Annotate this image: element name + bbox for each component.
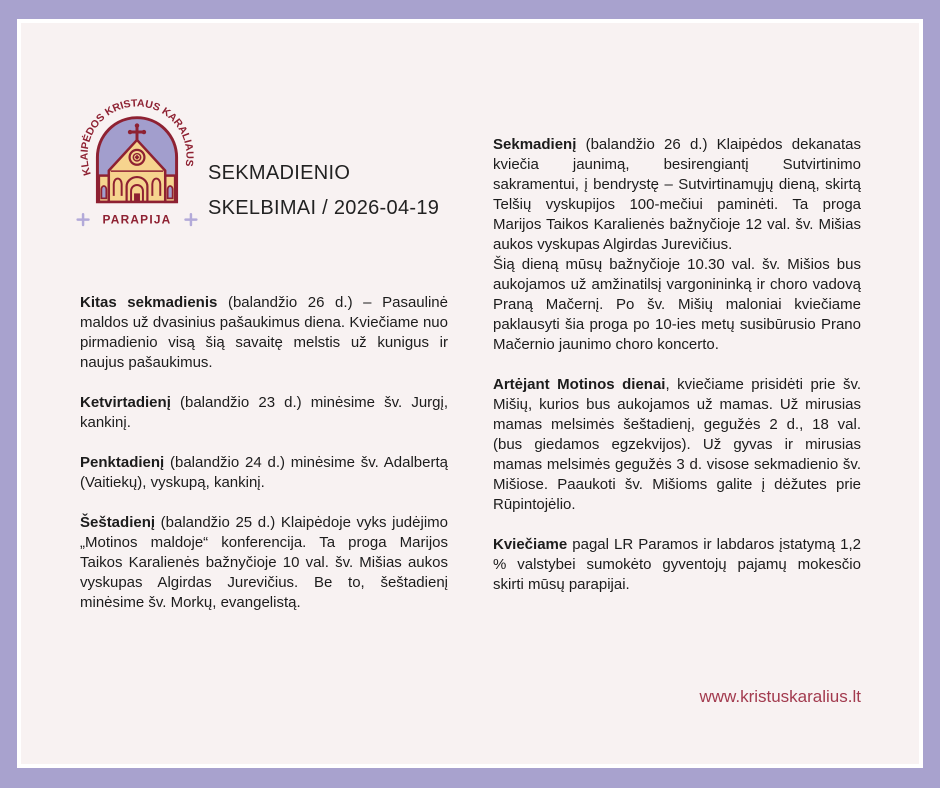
website-link[interactable]: www.kristuskaralius.lt <box>699 687 861 706</box>
announcement-text: (balandžio 23 d.) minėsime šv. Jurgį, kankinį. <box>80 394 448 431</box>
logo-arc-text: KLAIPĖDOS KRISTAUS KARALIAUS <box>79 98 195 177</box>
announcement-text: pagal LR Paramos ir labdaros įstatymą 1,2 % valstybei sumokėto gyventojų pajamų mokesčio skirti mūsų parapijai. <box>493 536 861 593</box>
small-cross-icon <box>78 214 89 225</box>
title-line-1: SEKMADIENIO <box>208 162 351 184</box>
announcement-text: (balandžio 26 d.) Klaipėdos dekanatas kviečia jaunimą, besirengiantį Sutvirtinimo sakramentui, į bendrystę – Sutvirtinamųjų dieną, skirtą Telšių vyskupijos 100-mečiui paminėti. Ta proga Marijos Taikos Karalienės bažnyčioje 12 val. šv. Mišias aukos vyskupas Algirdas Jurevičius. <box>493 136 861 253</box>
small-cross-icon <box>185 214 196 225</box>
announcement-paragraph <box>493 135 861 255</box>
announcement-text: (balandžio 26 d.) – Pasaulinė maldos už dvasinius pašaukimus diena. Kviečiame nuo pirmadienio visą šią savaitę melstis už kunigus ir naujus pašaukimus. <box>80 294 448 371</box>
announcement-text: , kviečiame prisidėti prie šv. Mišių, kurios bus aukojamos už mamas. Už mirusias mamas melsimės šeštadienį, gegužės 2 d., 18 val. (bus giedamos egzekvijos). Už gyvas ir mirusias mamas melsimės gegužės 3 d. visose sekmadienio šv. Mišiose. Paaukoti šv. Mišioms galite į dėžutes prie Rūpintojėlio. <box>493 376 861 513</box>
announcement-lead: Sekmadienį <box>493 136 577 153</box>
page-title <box>208 156 439 226</box>
announcement-paragraph <box>80 293 448 373</box>
announcement-lead: Kviečiame <box>493 536 568 553</box>
announcement-paragraph <box>80 453 448 493</box>
announcements-left-column <box>80 293 448 633</box>
parish-logo <box>75 89 199 231</box>
announcement-lead: Šeštadienį <box>80 514 156 531</box>
announcements-right-column <box>493 135 861 615</box>
announcement-lead: Penktadienį <box>80 454 165 471</box>
announcement-text: (balandžio 24 d.) minėsime šv. Adalbertą (Vaitiekų), vyskupą, kankinį. <box>80 454 448 491</box>
logo-parish-label: PARAPIJA <box>102 212 172 227</box>
announcement-paragraph <box>80 393 448 433</box>
announcement-text: Šią dieną mūsų bažnyčioje 10.30 val. šv. Mišios bus aukojamos už amžinatilsį vargonininką ir choro vadovą Praną Mačernį. Po šv. Mišių maloniai kviečiame paklausyti šia proga po 10-ies metų susibūrusio Prano Mačernio jaunimo choro koncerto. <box>493 256 861 353</box>
announcement-text: (balandžio 25 d.) Klaipėdoje vyks judėjimo „Motinos maldoje“ konferencija. Ta proga Marijos Taikos Karalienės bažnyčioje 10 val. šv. Mišias aukos vyskupas Algirdas Jurevičius. Be to, šeštadienį minėsime šv. Morkų, evangelistą. <box>80 514 448 611</box>
announcement-paragraph <box>493 535 861 595</box>
announcement-paragraph <box>80 513 448 613</box>
announcement-lead: Kitas sekmadienis <box>80 294 218 311</box>
announcement-lead: Ketvirtadienį <box>80 394 171 411</box>
announcement-paragraph <box>493 375 861 515</box>
announcement-lead: Artėjant Motinos dienai <box>493 376 666 393</box>
announcement-paragraph <box>493 255 861 355</box>
bulletin-sheet <box>17 19 923 768</box>
title-line-2: SKELBIMAI / 2026-04-19 <box>208 197 440 219</box>
